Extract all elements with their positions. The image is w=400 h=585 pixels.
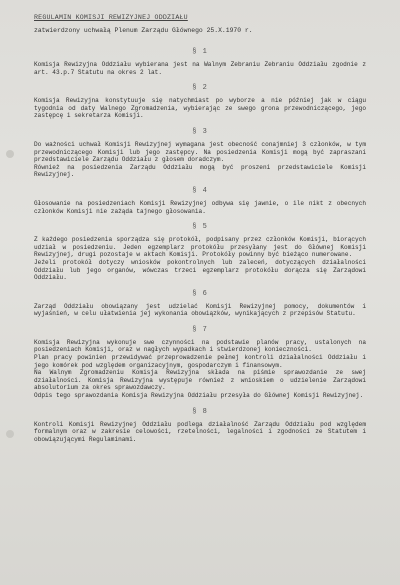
section-number: § 8 [192,407,208,416]
section [34,48,366,76]
section-text: Zarząd Oddziału obowiązany jest udzielać Komisji Rewizyjnej pomocy, dokumentów i wyjaśnień, w celu ułatwienia jej wykonania obowiązków, wynikających z przepisów Statutu. [34,302,366,318]
section [34,290,366,318]
section-text: Komisja Rewizyjna wykonuje swe czynności na podstawie planów pracy, ustalonych na posiedzeniach Komisji, oraz w nagłych wypadkach i stwierdzonej konieczności. Plan pracy powinien przewidywać przeprowadzenie pełnej kontroli działalności Oddziału i jego komórek pod względem organizacyjnym, gospodarczym i finansowym. Na Walnym Zgromadzeniu Komisja Rewizyjna składa na piśmie sprawozdanie ze swej działalności. Komisja Rewizyjna występuje również z wnioskiem o udzielenie Zarządowi absolutorium za okres sprawozdawczy. Odpis tego sprawozdania Komisja Rewizyjna Oddziału przesyła do Głównej Komisji Rewizyjnej. [34,338,366,400]
section-number: § 5 [192,223,208,232]
section [34,84,366,120]
section-text: Komisja Rewizyjna konstytuuje się natychmiast po wyborze a nie później jak w ciągu tygodnia od daty Walnego Zgromadzenia, wybierając ze swego grona przewodniczącego, jego zastępcę i sekretarza Komisji. [34,97,366,120]
section [34,187,366,215]
document-title: REGULAMIN KOMISJI REWIZYJNEJ ODDZIAŁU [34,14,188,21]
section [34,223,366,282]
sections-container [34,48,366,443]
section-number: § 3 [192,127,208,136]
section-number: § 1 [192,48,208,56]
approval-note: zatwierdzony uchwałą Plenum Zarządu Głównego 25.X.1970 r. [34,27,253,34]
section-text: Głosowanie na posiedzeniach Komisji Rewizyjnej odbywa się jawnie, o ile nikt z obecnych członków Komisji nie zażąda tajnego głosowania. [34,199,366,215]
punch-hole-mark [6,150,14,158]
section [34,128,366,179]
section-number: § 7 [192,325,208,334]
section [34,408,366,444]
section-number: § 2 [192,84,208,93]
section-text: Do ważności uchwał Komisji Rewizyjnej wymagana jest obecność conajmniej 3 członków, w tym przewodniczącego Komisji lub jego zastępcy. Na posiedzenia Komisji mogą być zapraszani przedstawiciele Zarządu Oddziału z głosem doradczym. Również na posiedzenia Zarządu Oddziału mogą być proszeni przedstawiciele Komisji Rewizyjnej. [34,140,366,179]
section-number: § 4 [192,186,208,195]
section-number: § 6 [192,289,208,298]
punch-hole-mark [6,430,14,438]
section [34,326,366,400]
section-text: Z każdego posiedzenia sporządza się protokół, podpisany przez członków Komisji, biorących udział w posiedzeniu. Jeden egzemplarz protokółu przesyłany jest do Głównej Komisji Rewizyjnej, drugi pozostaje w aktach Komisji. Protokóły powinny być bieżąco numerowane. Jeżeli protokół dotyczy wniosków pokontrolnych lub zaleceń, dotyczących działalności Oddziału lub jego organów, wówczas trzeci egzemplarz protokółu dorącza się Zarządowi Oddziału. [34,236,366,282]
section-text: Komisja Rewizyjna Oddziału wybierana jest na Walnym Zebraniu Zebraniu Oddziału zgodnie z art. 43.p.7 Statutu na okres 2 lat. [34,61,366,76]
section-text: Kontroli Komisji Rewizyjnej Oddziału podlega działalność Zarządu Oddziału pod względem formalnym oraz w zakresie celowości, rzetelności, legalności i zgodności ze Statutem i obowiązującymi Regulaminami. [34,420,366,443]
